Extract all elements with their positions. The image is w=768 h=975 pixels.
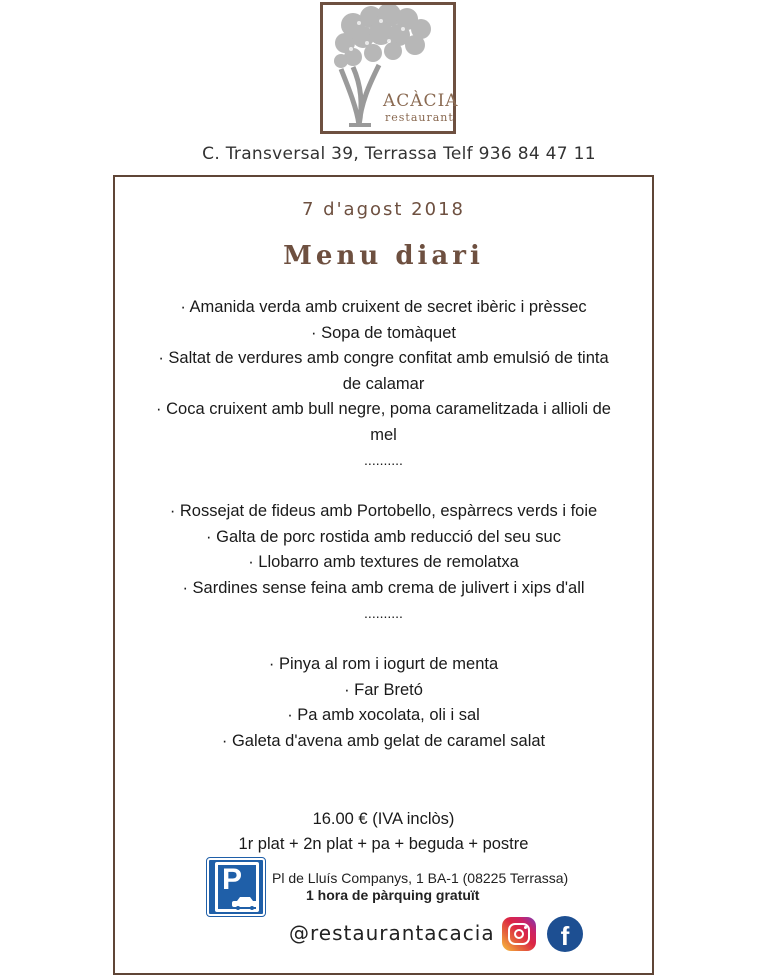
dish-item: · Sardines sense feina amb crema de julivert i xips d'all	[182, 578, 585, 597]
dish-item: · Llobarro amb textures de remolatxa	[248, 553, 519, 571]
parking-sign-icon	[207, 858, 265, 916]
price-section	[115, 807, 652, 857]
parking-address: Pl de Lluís Companys, 1 BA-1 (08225 Terrassa)	[272, 870, 569, 886]
menu-card	[113, 175, 654, 975]
blank-line	[115, 627, 652, 653]
dish-item-continued: de calamar	[342, 374, 425, 393]
instagram-icon[interactable]	[502, 917, 536, 951]
dish-item: · Rossejat de fideus amb Portobello, espàrrecs verds i foie	[169, 502, 598, 520]
logo-subtitle: restaurant	[385, 111, 454, 124]
menu-includes: 1r plat + 2n plat + pa + beguda + postre	[238, 835, 529, 853]
facebook-icon[interactable]: f	[547, 916, 583, 952]
dish-item: · Galta de porc rostida amb reducció del seu suc	[206, 527, 561, 546]
course-separator: ..........	[364, 452, 403, 468]
dessert-item: · Pinya al rom i iogurt de menta	[268, 655, 499, 673]
dish-item: · Amanida verda amb cruixent de secret ibèric i prèssec	[180, 298, 587, 316]
dish-item: · Sopa de tomàquet	[311, 323, 456, 342]
dessert-item: · Galeta d'avena amb gelat de caramel salat	[221, 731, 546, 750]
dish-item: · Saltat de verdures amb congre confitat amb emulsió de tinta	[158, 349, 609, 367]
dessert-item: · Pa amb xocolata, oli i sal	[287, 706, 480, 724]
course-separator: ..........	[364, 605, 403, 621]
dish-item-continued: mel	[370, 425, 397, 444]
instagram-handle[interactable]: @restaurantacacia	[289, 921, 495, 945]
restaurant-address: C. Transversal 39, Terrassa Telf 936 84 47 11	[202, 144, 596, 164]
dish-item: · Coca cruixent amb bull negre, poma caramelitzada i allioli de	[156, 400, 611, 418]
logo-name: ACÀCIA	[383, 91, 459, 111]
dessert-item: · Far Bretó	[344, 680, 423, 699]
restaurant-logo	[320, 2, 459, 134]
menu-date: 7 d'agost 2018	[302, 199, 465, 220]
parking-info	[272, 870, 568, 904]
parking-letter: P	[215, 862, 259, 912]
parking-offer: 1 hora de pàrquing gratuït	[306, 887, 480, 903]
dish-list	[115, 295, 652, 754]
menu-price: 16.00 € (IVA inclòs)	[312, 810, 455, 828]
blank-line	[115, 474, 652, 500]
parking-car-icon	[231, 896, 259, 910]
menu-title: Menu diari	[283, 241, 484, 271]
